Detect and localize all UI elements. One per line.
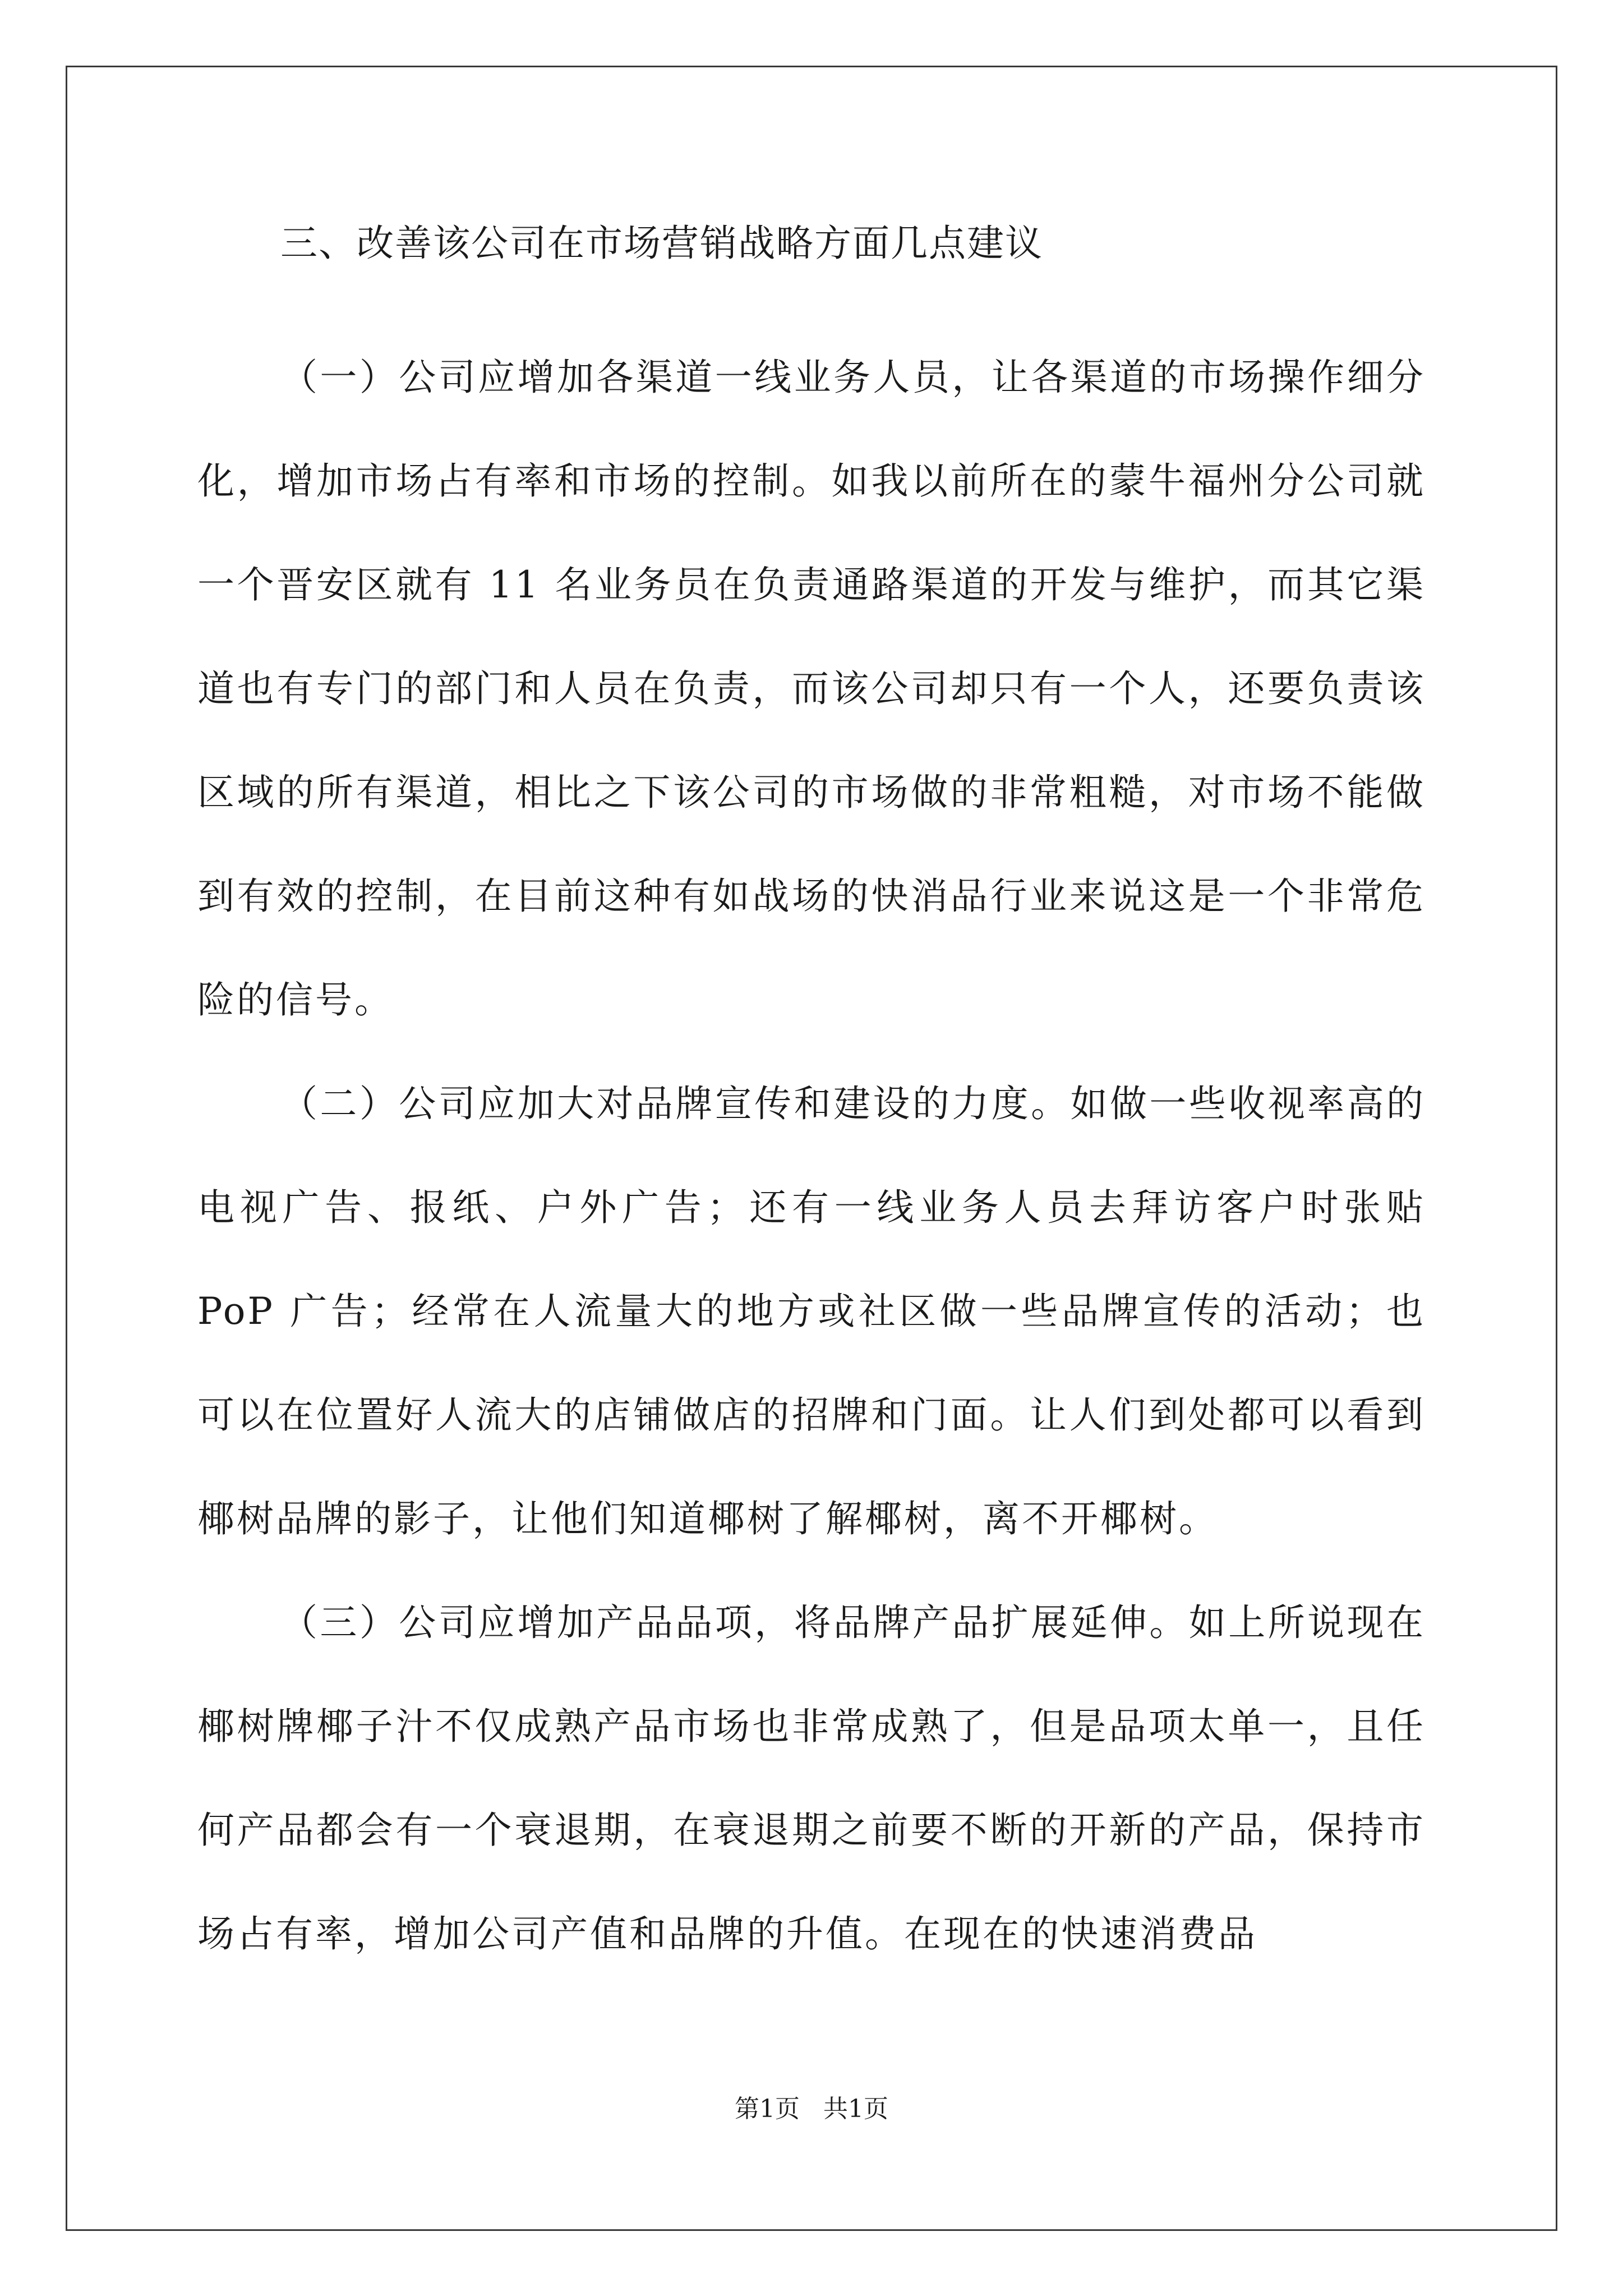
section-heading: 三、改善该公司在市场营销战略方面几点建议	[280, 222, 1043, 265]
paragraph-2: （二）公司应加大对品牌宣传和建设的力度。如做一些收视率高的电视广告、报纸、户外广告；还有一线业务人员去拜访客户时张贴 PoP 广告；经常在人流量大的地方或社区做一些品牌宣传的活动；也可以在位置好人流大的店铺做店的招牌和门面。让人们到处都可以看到椰树品牌的影子，让他们知道椰树了解椰树，离不开椰树。	[197, 1082, 1426, 1540]
body-text	[197, 325, 1426, 1986]
page-footer: 第1页 共1页	[735, 2095, 888, 2123]
paragraph-1: （一）公司应增加各渠道一线业务人员，让各渠道的市场操作细分化，增加市场占有率和市场的控制。如我以前所在的蒙牛福州分公司就一个晋安区就有 11 名业务员在负责通路渠道的开发与维护，而其它渠道也有专门的部门和人员在负责，而该公司却只有一个人，还要负责该区域的所有渠道，相比之下该公司的市场做的非常粗糙，对市场不能做到有效的控制，在目前这种有如战场的快消品行业来说这是一个非常危险的信号。	[197, 356, 1426, 1022]
paragraph-3: （三）公司应增加产品品项，将品牌产品扩展延伸。如上所说现在椰树牌椰子汁不仅成熟产品市场也非常成熟了，但是品项太单一，且任何产品都会有一个衰退期，在衰退期之前要不断的开新的产品，保持市场占有率，增加公司产值和品牌的升值。在现在的快速消费品	[197, 1601, 1426, 1955]
